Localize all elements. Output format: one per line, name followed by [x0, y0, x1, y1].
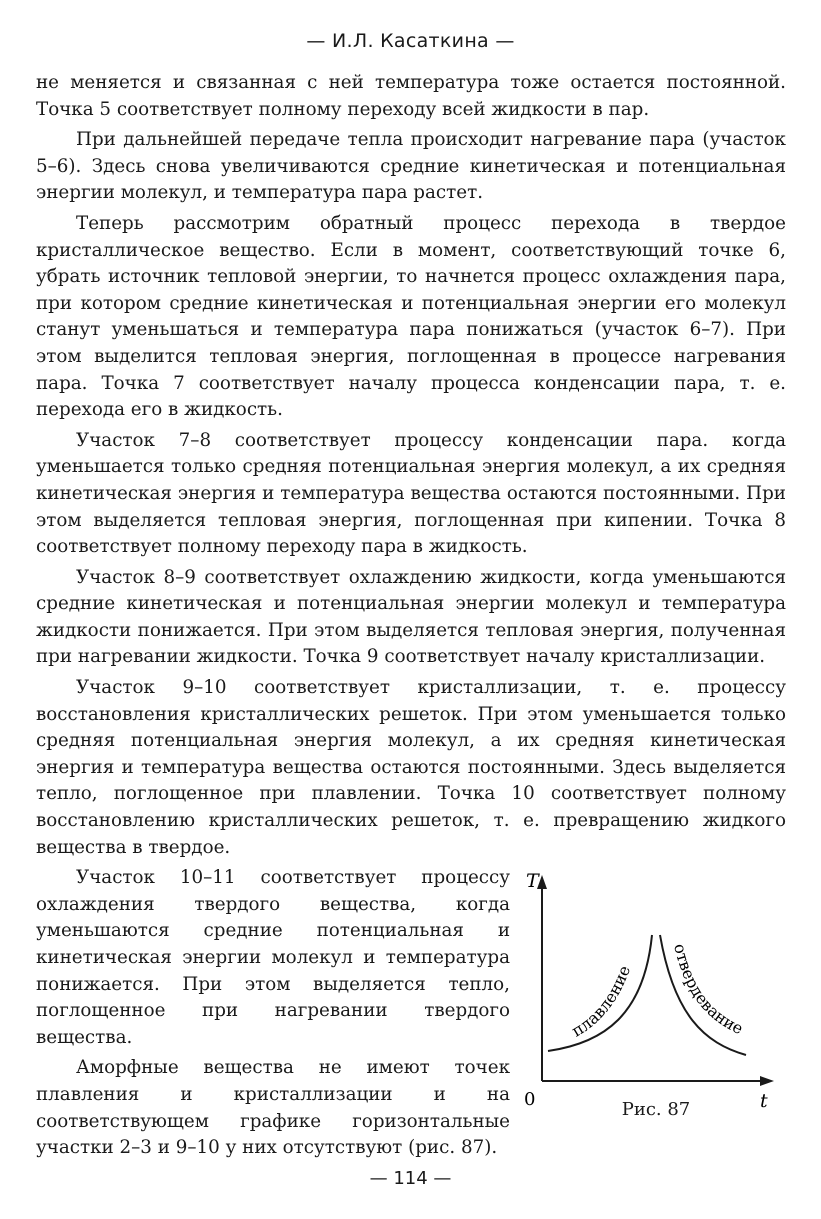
page-body — [36, 70, 786, 1166]
x-axis-label: t — [760, 1090, 768, 1113]
paragraph-2: При дальнейшей передаче тепла происходит нагревание пара (участок 5–6). Здесь снова увеличиваются средние кинетическая и потенциальная энергии молекул, и температура пара растет. — [36, 129, 786, 204]
paragraph-3: Теперь рассмотрим обратный процесс перехода в твердое кристаллическое вещество. Если в момент, соответствующий точке 6, убрать источник тепловой энергии, то начнется процесс охлаждения пара, при котором средние кинетическая и потенциальная энергии его молекул станут уменьшаться и температура пара понижаться (участок 6–7). При этом выделится тепловая энергия, поглощенная в процессе нагревания пара. Точка 7 соответствует началу процесса конденсации пара, т. е. перехода его в жидкость. — [36, 212, 786, 421]
x-axis-arrow — [760, 1076, 774, 1086]
origin-label: 0 — [524, 1089, 536, 1111]
paragraph-8: Аморфные вещества не имеют точек плавления и кристаллизации и на соответствующем графике горизонтальные участки 2–3 и 9–10 у них отсутствуют (рис. 87). — [36, 1057, 510, 1159]
figure-caption: Рис. 87 — [621, 1099, 691, 1121]
y-axis-label: T — [526, 870, 539, 893]
melting-curve — [548, 935, 652, 1051]
paragraph-5: Участок 8–9 соответствует охлаждению жидкости, когда уменьшаются средние кинетическая и потенциальная энергии молекул и температура жидкости понижается. При этом выделяется тепловая энергия, полученная при нагревании жидкости. Точка 9 соответствует началу кристаллизации. — [36, 566, 786, 668]
paragraph-7: Участок 10–11 соответствует процессу охлаждения твердого вещества, когда уменьшаются средние потенциальная и кинетическая энергии молекул и температура понижается. При этом выделяется тепло, поглощенное при нагревании твердого вещества. — [36, 867, 510, 1048]
page-number: — 114 — — [369, 1168, 452, 1189]
running-header: — И.Л. Касаткина — — [306, 30, 515, 52]
paragraph-1: не меняется и связанная с ней температура тоже остается постоянной. Точка 5 соответствует полному переходу всей жидкости в пар. — [36, 72, 786, 120]
figure-87 — [524, 865, 786, 1133]
melting-label: плавление — [568, 963, 635, 1041]
solidification-label: отвердевание — [670, 941, 747, 1039]
paragraph-6: Участок 9–10 соответствует кристаллизации, т. е. процессу восстановления кристаллических решеток. При этом уменьшается только средняя потенциальная энергия молекул, а их средняя кинетическая энергия и температура вещества остаются постоянными. Здесь выделяется тепло, поглощенное при плавлении. Точка 10 соответствует полному восстановлению кристаллических решеток, т. е. превращению жидкого вещества в твердое. — [36, 677, 786, 858]
paragraph-4: Участок 7–8 соответствует процессу конденсации пара. когда уменьшается только средняя потенциальная энергия молекул, а их средняя кинетическая энергия и температура вещества остаются постоянными. При этом выделяется тепловая энергия, поглощенная при кипении. Точка 8 соответствует полному переходу пара в жидкость. — [36, 429, 786, 558]
amorphous-graph — [524, 865, 786, 1133]
